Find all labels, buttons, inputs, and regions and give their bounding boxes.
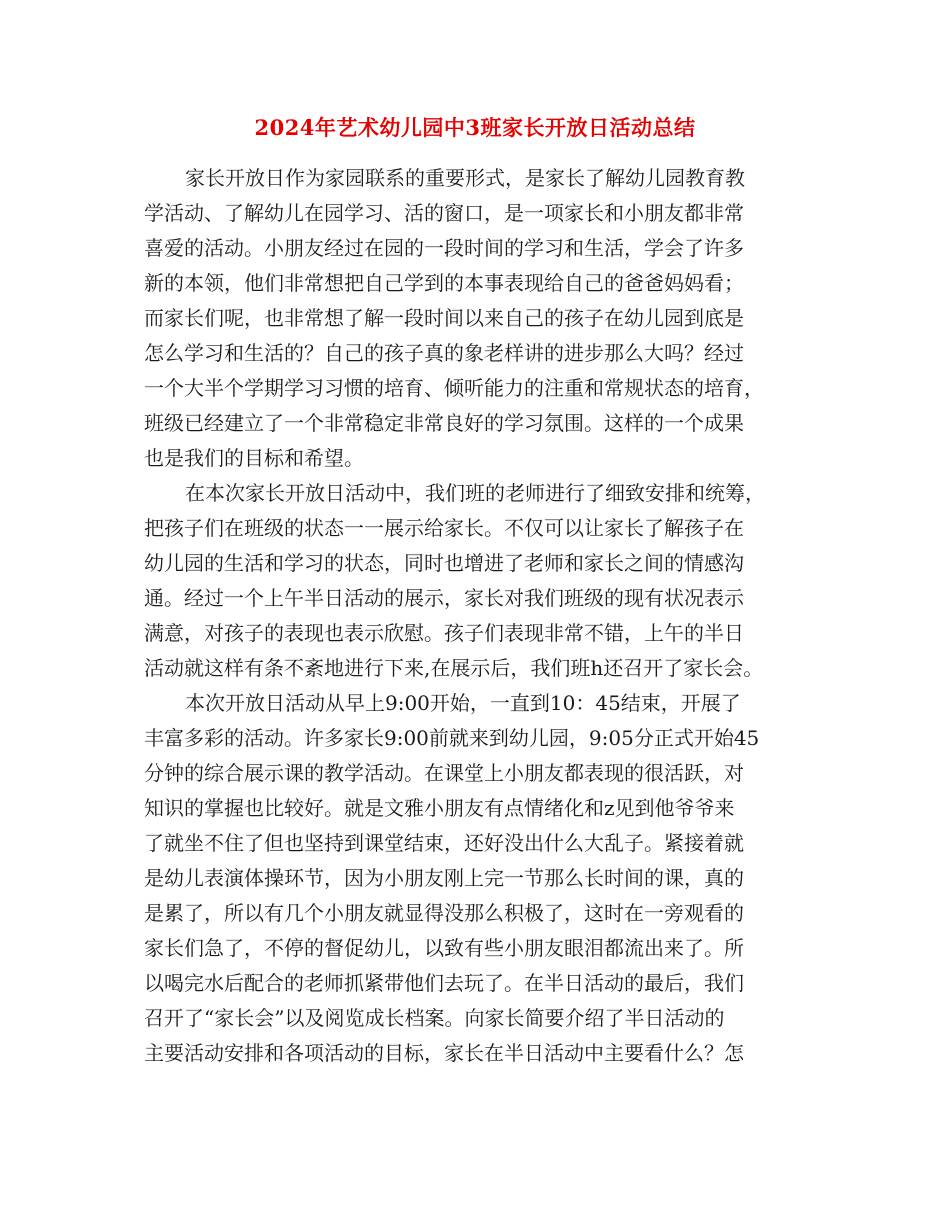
text-line: 一个大半个学期学习习惯的培育、倾听能力的注重和常规状态的培育， — [144, 376, 764, 400]
text-line: 以喝完水后配合的老师抓紧带他们去玩了。在半日活动的最后，我们 — [144, 971, 744, 995]
text-line: 知识的掌握也比较好。就是文雅小朋友有点情绪化和z见到他爷爷来 — [144, 796, 735, 820]
paragraph-1 — [144, 161, 810, 476]
document-body — [144, 161, 810, 1071]
text-line: 家长开放日作为家园联系的重要形式，是家长了解幼儿园教育教 — [185, 166, 745, 190]
text-line: 通。经过一个上午半日活动的展示，家长对我们班级的现有状况表示 — [144, 586, 744, 610]
text-line: 家长们急了，不停的督促幼儿，以致有些小朋友眼泪都流出来了。所 — [144, 936, 744, 960]
text-line: 本次开放日活动从早上9:00开始，一直到10：45结束，开展了 — [185, 691, 741, 715]
text-line: 新的本领，他们非常想把自己学到的本事表现给自己的爸爸妈妈看； — [144, 271, 744, 295]
paragraph-3 — [144, 686, 810, 1071]
text-line: 是幼儿表演体操环节，因为小朋友刚上完一节那么长时间的课，真的 — [144, 866, 744, 890]
text-line: 喜爱的活动。小朋友经过在园的一段时间的学习和生活，学会了许多 — [144, 236, 744, 260]
text-line: 学活动、了解幼儿在园学习、活的窗口，是一项家长和小朋友都非常 — [144, 201, 744, 225]
document-title: 2024年艺术幼儿园中3班家长开放日活动总结 — [254, 115, 696, 140]
text-line: 幼儿园的生活和学习的状态，同时也增进了老师和家长之间的情感沟 — [144, 551, 744, 575]
text-line: 把孩子们在班级的状态一一展示给家长。不仅可以让家长了解孩子在 — [144, 516, 744, 540]
text-line: 班级已经建立了一个非常稳定非常良好的学习氛围。这样的一个成果 — [144, 411, 744, 435]
text-line: 怎么学习和生活的？自己的孩子真的象老样讲的进步那么大吗？经过 — [144, 341, 744, 365]
text-line: 是累了，所以有几个小朋友就显得没那么积极了，这时在一旁观看的 — [144, 901, 744, 925]
text-line: 分钟的综合展示课的教学活动。在课堂上小朋友都表现的很活跃，对 — [144, 761, 744, 785]
text-line: 活动就这样有条不紊地进行下来,在展示后，我们班h还召开了家长会。 — [144, 656, 764, 680]
text-line: 丰富多彩的活动。许多家长9:00前就来到幼儿园，9:05分正式开始45 — [144, 726, 760, 750]
text-line: 也是我们的目标和希望。 — [144, 446, 364, 470]
text-line: 了就坐不住了但也坚持到课堂结束，还好没出什么大乱子。紧接着就 — [144, 831, 744, 855]
text-line: 在本次家长开放日活动中，我们班的老师进行了细致安排和统筹， — [185, 481, 765, 505]
paragraph-2 — [144, 476, 810, 686]
text-line: 主要活动安排和各项活动的目标，家长在半日活动中主要看什么？怎 — [144, 1041, 744, 1065]
text-line: 满意，对孩子的表现也表示欣慰。孩子们表现非常不错，上午的半日 — [144, 621, 744, 645]
text-line: 而家长们呢，也非常想了解一段时间以来自己的孩子在幼儿园到底是 — [144, 306, 744, 330]
text-line: 召开了“家长会”以及阅览成长档案。向家长简要介绍了半日活动的 — [144, 1006, 725, 1030]
